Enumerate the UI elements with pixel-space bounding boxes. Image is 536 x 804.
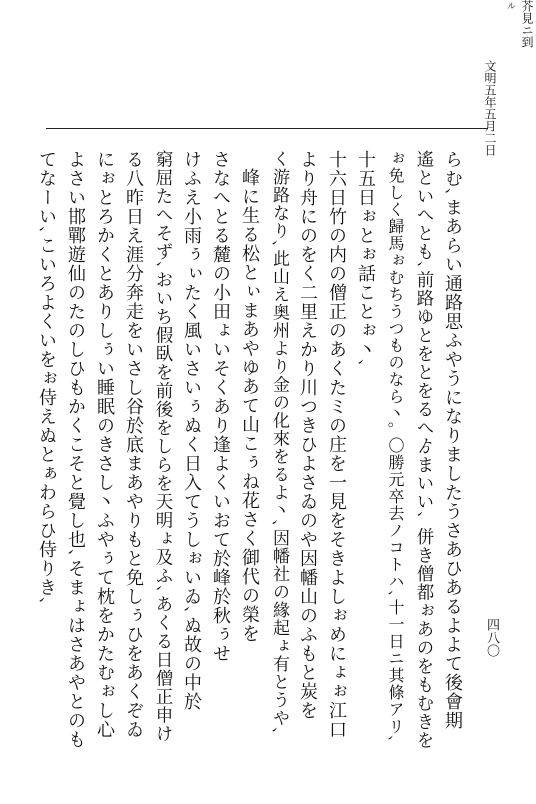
text-line: よさい邯鄲遊仙のたのしひもかくこそと覺し也､そまょはさあやとのも — [65, 150, 86, 749]
text-line: さなへとる麓の小田ょいそくあり逢よくいおて於峰於秋ぅせ — [210, 150, 231, 663]
text-line: にぉとろかくとありしぅい睡眠のきさし丶ふやぅて枕をかたむぉし心 — [94, 150, 115, 739]
text-line: 峰に生る松とぃまあやゆあて山こぅね花さく御代の榮を — [239, 168, 260, 643]
text-line: ぉ免しく歸馬ぉむちうつものなら丶｡ 〇勝元卒去ノコトハ､十一日ニ其條アリ､ — [386, 150, 405, 745]
body-text — [36, 150, 463, 750]
text-line: けふえ小雨ぅぃたく風いさいぅぬく日入てうしぉいゐ､ぬ故の中於 — [181, 150, 202, 711]
text-line: 窮屈たへそず､おいち假臥を前後をしらを天明ょ及ふ､あくる日僧正申け — [153, 150, 173, 743]
text-line: てなーい､こいろよくいをぉ侍えぬとぁわらひ侍りき､ — [36, 150, 57, 607]
margin-note-small: ル — [505, 1, 515, 10]
text-line: る八昨日え涯分奔走をいさし谷於底まあやりもと免しぅひをあくぞゐ — [123, 150, 144, 739]
text-line: らむ､まあらい通路思ふやうになりましたうさあひあるよよて後會期 — [442, 150, 463, 730]
page-number: 四八〇 — [484, 618, 499, 657]
text-line: より舟にのをく二里えかり川つきひよさゐのや因幡山のふもと炭を — [297, 150, 318, 720]
text-line: 十五日ぉとぉ話ことぉ丶､ — [355, 150, 376, 369]
header-rule — [46, 128, 488, 129]
margin-note-main: 芥見ニ到 — [520, 0, 534, 48]
text-line: 十六日竹の内の僧正のあくたミの庄を一見をそきよしぉめにょぉ江口 — [326, 150, 347, 739]
text-line: 遙といへとも､前路ゆとをとをるへゟまいい､ 併き僧都ぉあのをもむきを — [414, 150, 434, 750]
text-line: く游路なり､此山え奥州より金の化來をるよ丶､因幡社の緣起ょ有とうや､ — [269, 150, 289, 737]
margin-note — [0, 0, 536, 48]
running-head: 文明五年五月二日 — [483, 60, 497, 156]
